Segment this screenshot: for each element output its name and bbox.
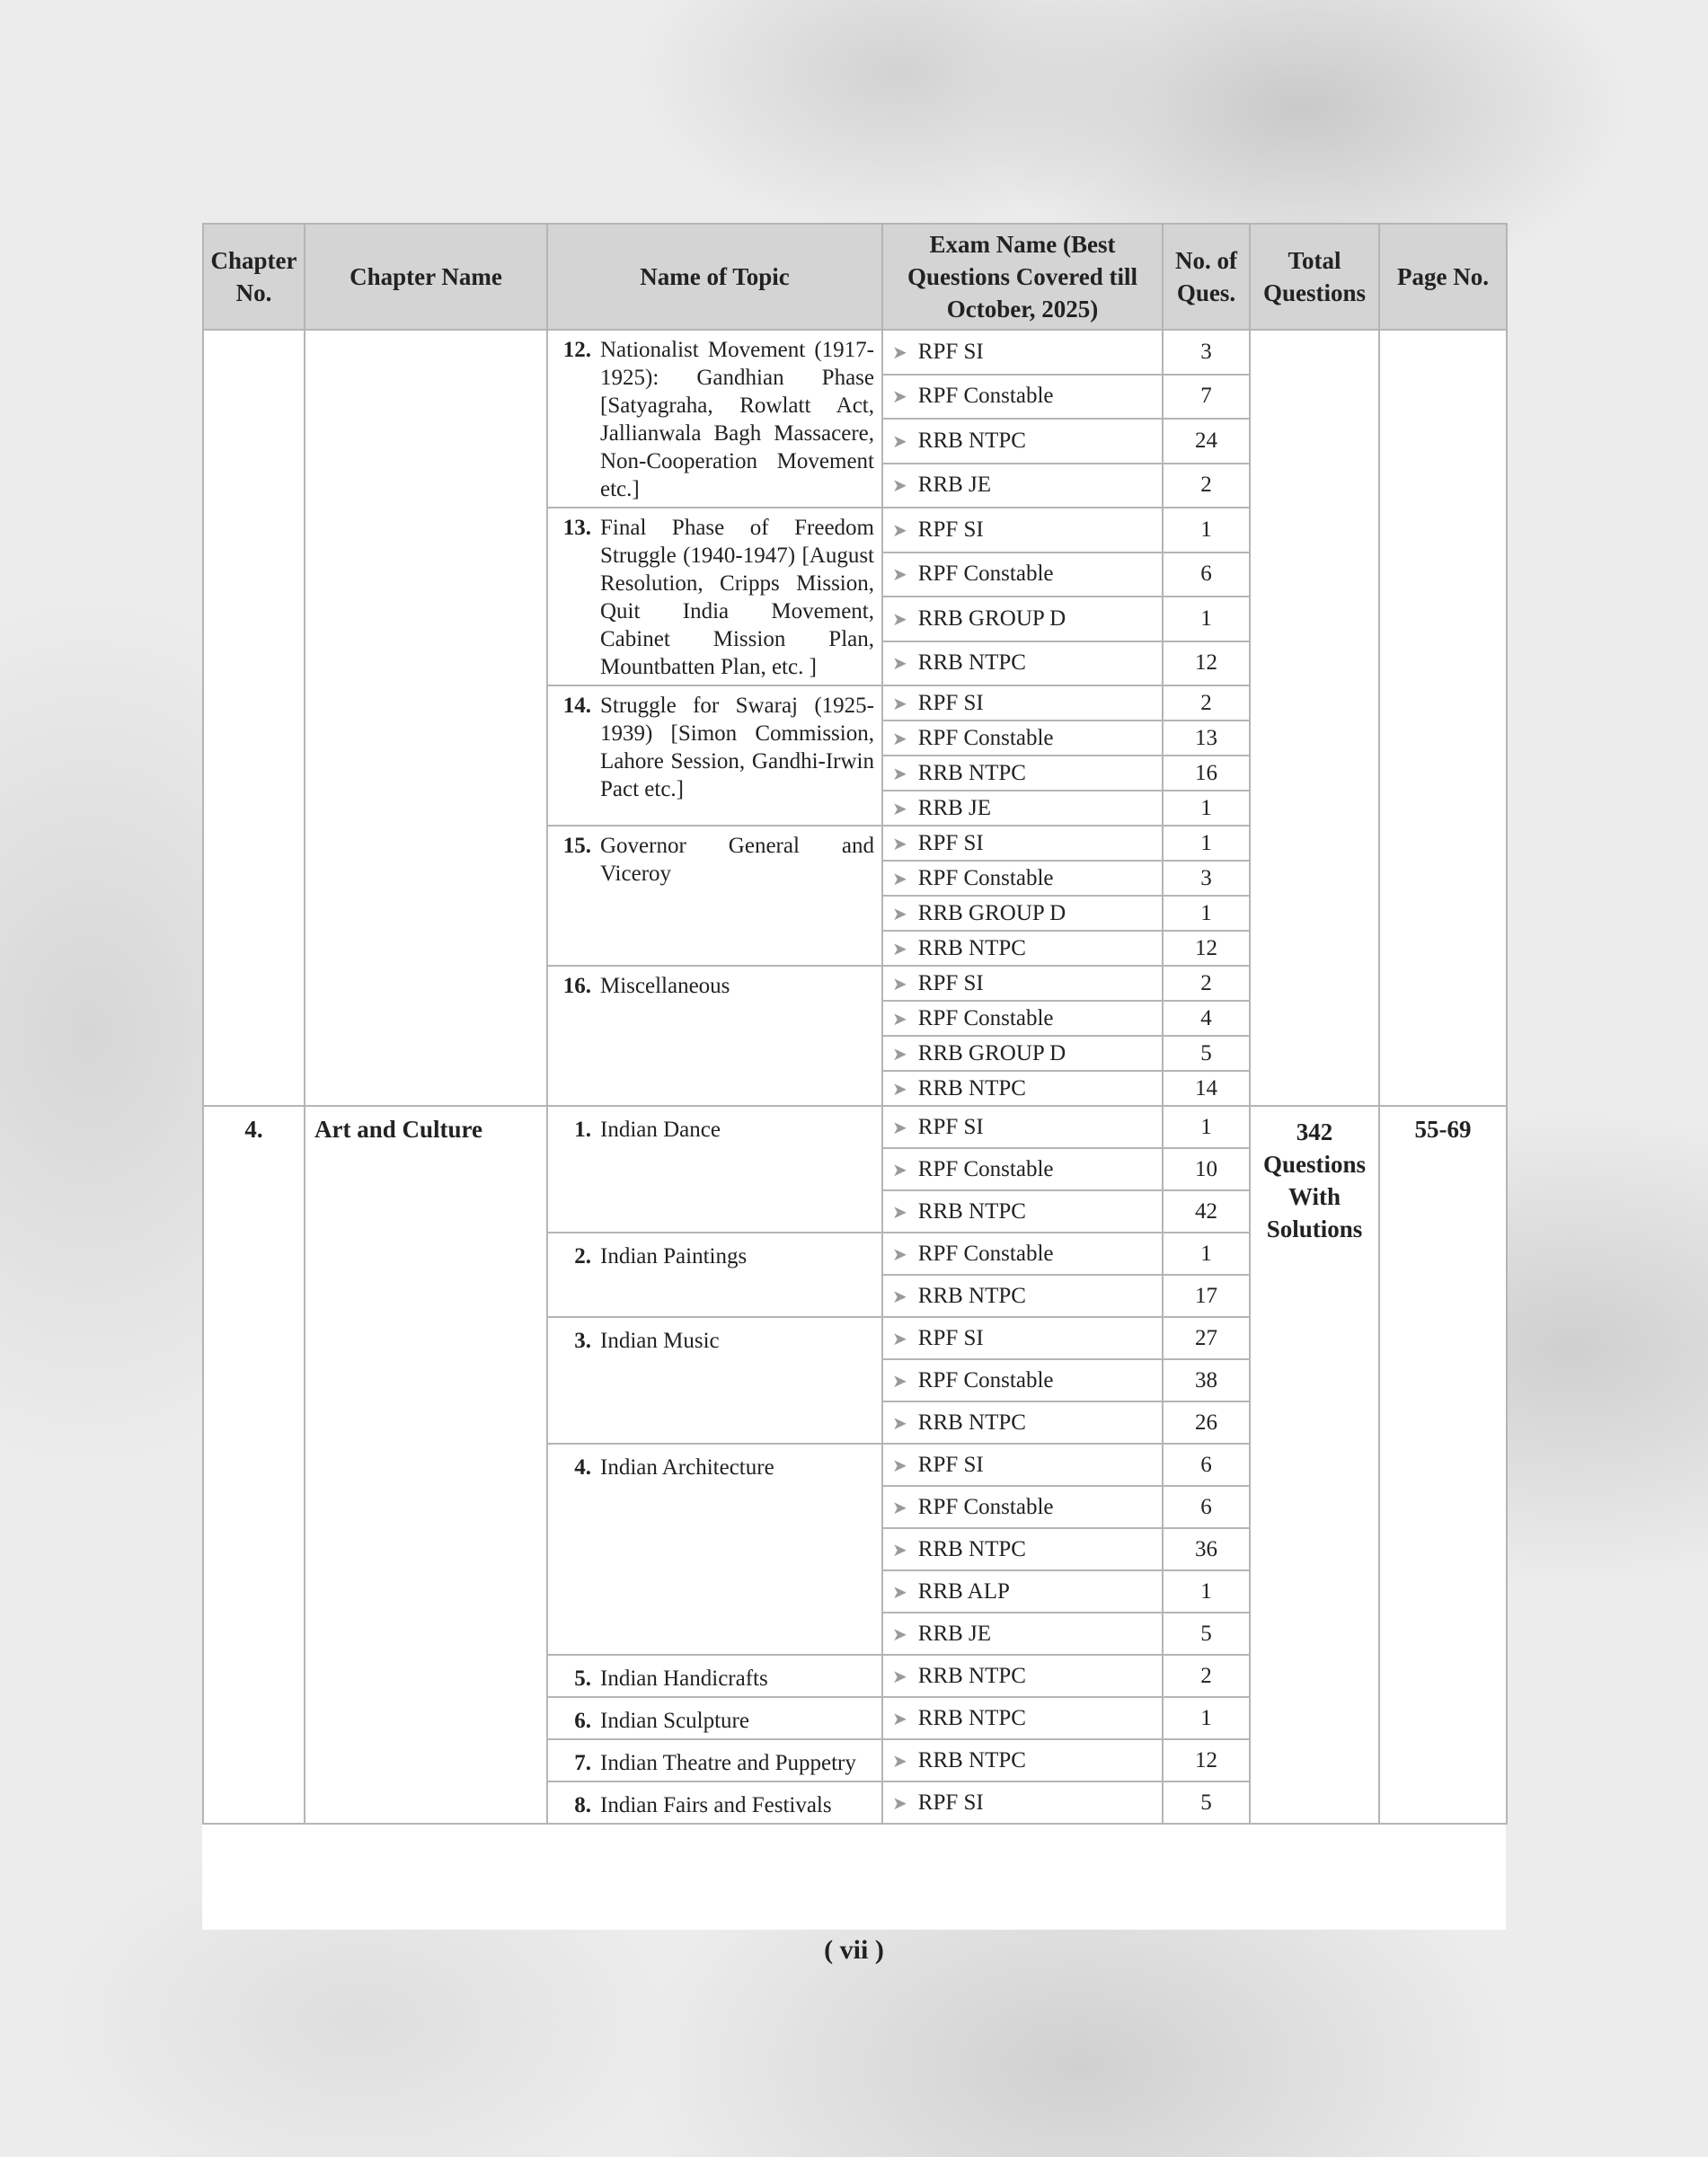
topic-number: 13. xyxy=(562,516,591,540)
topic-title: Governor General and Viceroy xyxy=(600,834,874,886)
question-count: 2 xyxy=(1163,685,1250,720)
total-cell xyxy=(1250,330,1379,1106)
topic-cell xyxy=(547,826,882,966)
chapter-name: Art and Culture xyxy=(305,1106,547,1824)
header-chapter-name: Chapter Name xyxy=(305,224,547,330)
question-count: 13 xyxy=(1163,720,1250,756)
question-count: 1 xyxy=(1163,1570,1250,1613)
exam-cell xyxy=(882,553,1163,597)
exam-name: RRB NTPC xyxy=(917,1410,1026,1435)
exam-name: RPF Constable xyxy=(917,384,1054,409)
question-count: 42 xyxy=(1163,1190,1250,1233)
topic-cell xyxy=(547,1781,882,1824)
exam-name: RPF SI xyxy=(917,830,984,855)
exam-name: RPF SI xyxy=(917,1790,984,1815)
question-count: 36 xyxy=(1163,1528,1250,1570)
topic-title: Nationalist Movement (1917-1925): Gandhian Phase [Satyagraha, Rowlatt Act, Jallianwala Bagh Massacere, Non-Cooperation Movement etc.] xyxy=(600,338,874,501)
chapter-no-cell xyxy=(203,330,305,1106)
exam-name: RRB GROUP D xyxy=(917,1040,1066,1065)
chapter-name-cell xyxy=(305,330,547,1106)
exam-cell xyxy=(882,1528,1163,1570)
exam-cell xyxy=(882,1275,1163,1317)
topic-title: Indian Fairs and Festivals xyxy=(600,1793,832,1817)
arrow-bullet-icon: ➤ xyxy=(892,1413,907,1434)
topic-cell xyxy=(547,508,882,685)
arrow-bullet-icon: ➤ xyxy=(892,520,907,541)
exam-name: RRB NTPC xyxy=(917,1283,1026,1308)
arrow-bullet-icon: ➤ xyxy=(892,974,907,995)
topic-title: Struggle for Swaraj (1925-1939) [Simon Commission, Lahore Session, Gandhi-Irwin Pact etc.] xyxy=(600,694,874,801)
question-count: 10 xyxy=(1163,1148,1250,1190)
question-count: 38 xyxy=(1163,1359,1250,1401)
header-ques: No. of Ques. xyxy=(1163,224,1250,330)
table-row xyxy=(203,330,1507,375)
question-count: 5 xyxy=(1163,1781,1250,1824)
exam-cell xyxy=(882,464,1163,508)
header-chapter-no: Chapter No. xyxy=(203,224,305,330)
question-count: 6 xyxy=(1163,553,1250,597)
topic xyxy=(555,336,874,503)
exam-name: RRB GROUP D xyxy=(917,606,1066,631)
topic-number: 1. xyxy=(574,1118,591,1142)
exam-name: RPF SI xyxy=(917,1325,984,1350)
topic xyxy=(555,1749,874,1777)
exam-cell xyxy=(882,330,1163,375)
arrow-bullet-icon: ➤ xyxy=(892,476,907,497)
topic-title: Indian Sculpture xyxy=(600,1709,749,1733)
question-count: 16 xyxy=(1163,756,1250,791)
arrow-bullet-icon: ➤ xyxy=(892,729,907,749)
arrow-bullet-icon: ➤ xyxy=(892,1079,907,1100)
topic-title: Indian Music xyxy=(600,1329,720,1353)
topic-title: Final Phase of Freedom Struggle (1940-1947) [August Resolution, Cripps Mission, Quit India Movement, Cabinet Mission Plan, Mountbatten Plan, etc. ] xyxy=(600,516,874,679)
topic-number: 4. xyxy=(574,1455,591,1480)
topic xyxy=(555,1665,874,1693)
arrow-bullet-icon: ➤ xyxy=(892,1160,907,1180)
exam-cell xyxy=(882,1655,1163,1697)
arrow-bullet-icon: ➤ xyxy=(892,1793,907,1814)
arrow-bullet-icon: ➤ xyxy=(892,834,907,854)
exam-cell xyxy=(882,931,1163,966)
exam-name: RRB NTPC xyxy=(917,1705,1026,1730)
topic-cell xyxy=(547,1233,882,1317)
exam-name: RRB NTPC xyxy=(917,1075,1026,1101)
exam-name: RRB NTPC xyxy=(917,1198,1026,1224)
topic-title: Indian Dance xyxy=(600,1118,721,1142)
topic-number: 2. xyxy=(574,1244,591,1269)
topic-number: 6. xyxy=(574,1709,591,1733)
exam-name: RPF Constable xyxy=(917,1005,1054,1030)
question-count: 24 xyxy=(1163,419,1250,464)
arrow-bullet-icon: ➤ xyxy=(892,1202,907,1223)
exam-cell xyxy=(882,1317,1163,1359)
topic-cell xyxy=(547,330,882,508)
syllabus-table xyxy=(202,223,1508,1825)
exam-name: RPF SI xyxy=(917,1452,984,1477)
exam-cell xyxy=(882,1036,1163,1071)
exam-cell xyxy=(882,1739,1163,1781)
arrow-bullet-icon: ➤ xyxy=(892,1329,907,1349)
arrow-bullet-icon: ➤ xyxy=(892,1540,907,1560)
header-exam: Exam Name (Best Questions Covered till October, 2025) xyxy=(882,224,1163,330)
topic-cell xyxy=(547,685,882,826)
arrow-bullet-icon: ➤ xyxy=(892,904,907,924)
exam-name: RRB JE xyxy=(917,795,992,820)
topic xyxy=(555,1327,874,1355)
exam-name: RPF Constable xyxy=(917,1494,1054,1519)
exam-cell xyxy=(882,1613,1163,1655)
syllabus-sheet xyxy=(202,223,1506,1930)
question-count: 1 xyxy=(1163,826,1250,861)
topic xyxy=(555,692,874,803)
topic xyxy=(555,972,874,1000)
exam-name: RRB GROUP D xyxy=(917,900,1066,925)
exam-name: RPF Constable xyxy=(917,865,1054,890)
exam-cell xyxy=(882,641,1163,686)
arrow-bullet-icon: ➤ xyxy=(892,1009,907,1030)
header-topic: Name of Topic xyxy=(547,224,882,330)
exam-cell xyxy=(882,1486,1163,1528)
question-count: 14 xyxy=(1163,1071,1250,1106)
header-page: Page No. xyxy=(1379,224,1507,330)
question-count: 17 xyxy=(1163,1275,1250,1317)
exam-cell xyxy=(882,1781,1163,1824)
question-count: 7 xyxy=(1163,375,1250,420)
arrow-bullet-icon: ➤ xyxy=(892,939,907,959)
exam-name: RRB NTPC xyxy=(917,935,1026,960)
topic-number: 14. xyxy=(562,694,591,718)
topic-number: 3. xyxy=(574,1329,591,1353)
arrow-bullet-icon: ➤ xyxy=(892,1044,907,1065)
exam-cell xyxy=(882,1444,1163,1486)
question-count: 12 xyxy=(1163,1739,1250,1781)
question-count: 1 xyxy=(1163,1233,1250,1275)
arrow-bullet-icon: ➤ xyxy=(892,342,907,363)
topic xyxy=(555,1707,874,1735)
topic-number: 15. xyxy=(562,834,591,858)
topic-title: Indian Handicrafts xyxy=(600,1666,768,1691)
arrow-bullet-icon: ➤ xyxy=(892,1751,907,1772)
topic xyxy=(555,1454,874,1481)
question-count: 26 xyxy=(1163,1401,1250,1444)
total-questions: 342 Questions With Solutions xyxy=(1250,1106,1379,1824)
arrow-bullet-icon: ➤ xyxy=(892,431,907,452)
topic xyxy=(555,514,874,681)
question-count: 2 xyxy=(1163,464,1250,508)
exam-cell xyxy=(882,966,1163,1001)
question-count: 6 xyxy=(1163,1486,1250,1528)
exam-name: RPF Constable xyxy=(917,1241,1054,1266)
exam-name: RRB JE xyxy=(917,1621,992,1646)
topic-cell xyxy=(547,1655,882,1697)
exam-cell xyxy=(882,1148,1163,1190)
arrow-bullet-icon: ➤ xyxy=(892,1624,907,1645)
topic xyxy=(555,1116,874,1144)
exam-cell xyxy=(882,1190,1163,1233)
page-range: 55-69 xyxy=(1379,1106,1507,1824)
exam-cell xyxy=(882,685,1163,720)
question-count: 12 xyxy=(1163,931,1250,966)
arrow-bullet-icon: ➤ xyxy=(892,1498,907,1518)
arrow-bullet-icon: ➤ xyxy=(892,1582,907,1603)
exam-name: RPF Constable xyxy=(917,725,1054,750)
exam-name: RRB JE xyxy=(917,473,992,498)
arrow-bullet-icon: ➤ xyxy=(892,609,907,630)
exam-cell xyxy=(882,756,1163,791)
arrow-bullet-icon: ➤ xyxy=(892,654,907,675)
topic-cell xyxy=(547,966,882,1106)
exam-name: RRB NTPC xyxy=(917,1663,1026,1688)
question-count: 1 xyxy=(1163,1697,1250,1739)
exam-name: RPF SI xyxy=(917,339,984,364)
exam-cell xyxy=(882,1401,1163,1444)
page-cell xyxy=(1379,330,1507,1106)
arrow-bullet-icon: ➤ xyxy=(892,1709,907,1729)
exam-cell xyxy=(882,1001,1163,1036)
topic xyxy=(555,1791,874,1819)
question-count: 27 xyxy=(1163,1317,1250,1359)
exam-cell xyxy=(882,720,1163,756)
arrow-bullet-icon: ➤ xyxy=(892,1244,907,1265)
question-count: 1 xyxy=(1163,597,1250,641)
topic-number: 7. xyxy=(574,1751,591,1775)
table-body xyxy=(203,330,1507,1824)
exam-name: RRB NTPC xyxy=(917,1747,1026,1772)
topic-number: 12. xyxy=(562,338,591,362)
question-count: 1 xyxy=(1163,1106,1250,1148)
page-number: ( vii ) xyxy=(824,1935,884,1965)
topic xyxy=(555,1242,874,1270)
exam-name: RRB NTPC xyxy=(917,760,1026,785)
topic xyxy=(555,832,874,888)
exam-name: RRB NTPC xyxy=(917,428,1026,453)
exam-name: RRB NTPC xyxy=(917,1536,1026,1561)
exam-name: RPF Constable xyxy=(917,1156,1054,1181)
table-header-row xyxy=(203,224,1507,330)
question-count: 6 xyxy=(1163,1444,1250,1486)
question-count: 2 xyxy=(1163,1655,1250,1697)
arrow-bullet-icon: ➤ xyxy=(892,869,907,889)
exam-cell xyxy=(882,419,1163,464)
question-count: 1 xyxy=(1163,791,1250,826)
question-count: 3 xyxy=(1163,861,1250,896)
topic-title: Indian Theatre and Puppetry xyxy=(600,1751,856,1775)
topic-number: 8. xyxy=(574,1793,591,1817)
topic-number: 5. xyxy=(574,1666,591,1691)
exam-cell xyxy=(882,1359,1163,1401)
arrow-bullet-icon: ➤ xyxy=(892,1118,907,1138)
arrow-bullet-icon: ➤ xyxy=(892,1455,907,1476)
arrow-bullet-icon: ➤ xyxy=(892,387,907,408)
exam-name: RRB NTPC xyxy=(917,650,1026,676)
exam-cell xyxy=(882,1233,1163,1275)
exam-cell xyxy=(882,1071,1163,1106)
header-total: Total Questions xyxy=(1250,224,1379,330)
topic-title: Indian Architecture xyxy=(600,1455,774,1480)
arrow-bullet-icon: ➤ xyxy=(892,1666,907,1687)
topic-title: Miscellaneous xyxy=(600,974,730,998)
exam-cell xyxy=(882,1697,1163,1739)
arrow-bullet-icon: ➤ xyxy=(892,1286,907,1307)
arrow-bullet-icon: ➤ xyxy=(892,799,907,819)
topic-cell xyxy=(547,1317,882,1444)
question-count: 2 xyxy=(1163,966,1250,1001)
arrow-bullet-icon: ➤ xyxy=(892,694,907,714)
exam-cell xyxy=(882,791,1163,826)
exam-cell xyxy=(882,896,1163,931)
topic-cell xyxy=(547,1739,882,1781)
question-count: 12 xyxy=(1163,641,1250,686)
question-count: 4 xyxy=(1163,1001,1250,1036)
question-count: 5 xyxy=(1163,1036,1250,1071)
exam-name: RPF SI xyxy=(917,690,984,715)
exam-name: RPF SI xyxy=(917,517,984,542)
exam-cell xyxy=(882,826,1163,861)
question-count: 1 xyxy=(1163,896,1250,931)
topic-cell xyxy=(547,1697,882,1739)
topic-number: 16. xyxy=(562,974,591,998)
question-count: 5 xyxy=(1163,1613,1250,1655)
exam-name: RRB ALP xyxy=(917,1578,1010,1604)
arrow-bullet-icon: ➤ xyxy=(892,565,907,586)
exam-cell xyxy=(882,861,1163,896)
exam-name: RPF Constable xyxy=(917,1367,1054,1392)
arrow-bullet-icon: ➤ xyxy=(892,1371,907,1392)
table-row xyxy=(203,1106,1507,1148)
exam-cell xyxy=(882,508,1163,553)
exam-cell xyxy=(882,1570,1163,1613)
topic-cell xyxy=(547,1444,882,1655)
exam-cell xyxy=(882,597,1163,641)
exam-name: RPF Constable xyxy=(917,561,1054,587)
topic-cell xyxy=(547,1106,882,1233)
question-count: 3 xyxy=(1163,330,1250,375)
chapter-number: 4. xyxy=(203,1106,305,1824)
exam-cell xyxy=(882,1106,1163,1148)
exam-name: RPF SI xyxy=(917,1114,984,1139)
topic-title: Indian Paintings xyxy=(600,1244,748,1269)
exam-name: RPF SI xyxy=(917,970,984,995)
question-count: 1 xyxy=(1163,508,1250,553)
arrow-bullet-icon: ➤ xyxy=(892,764,907,784)
exam-cell xyxy=(882,375,1163,420)
